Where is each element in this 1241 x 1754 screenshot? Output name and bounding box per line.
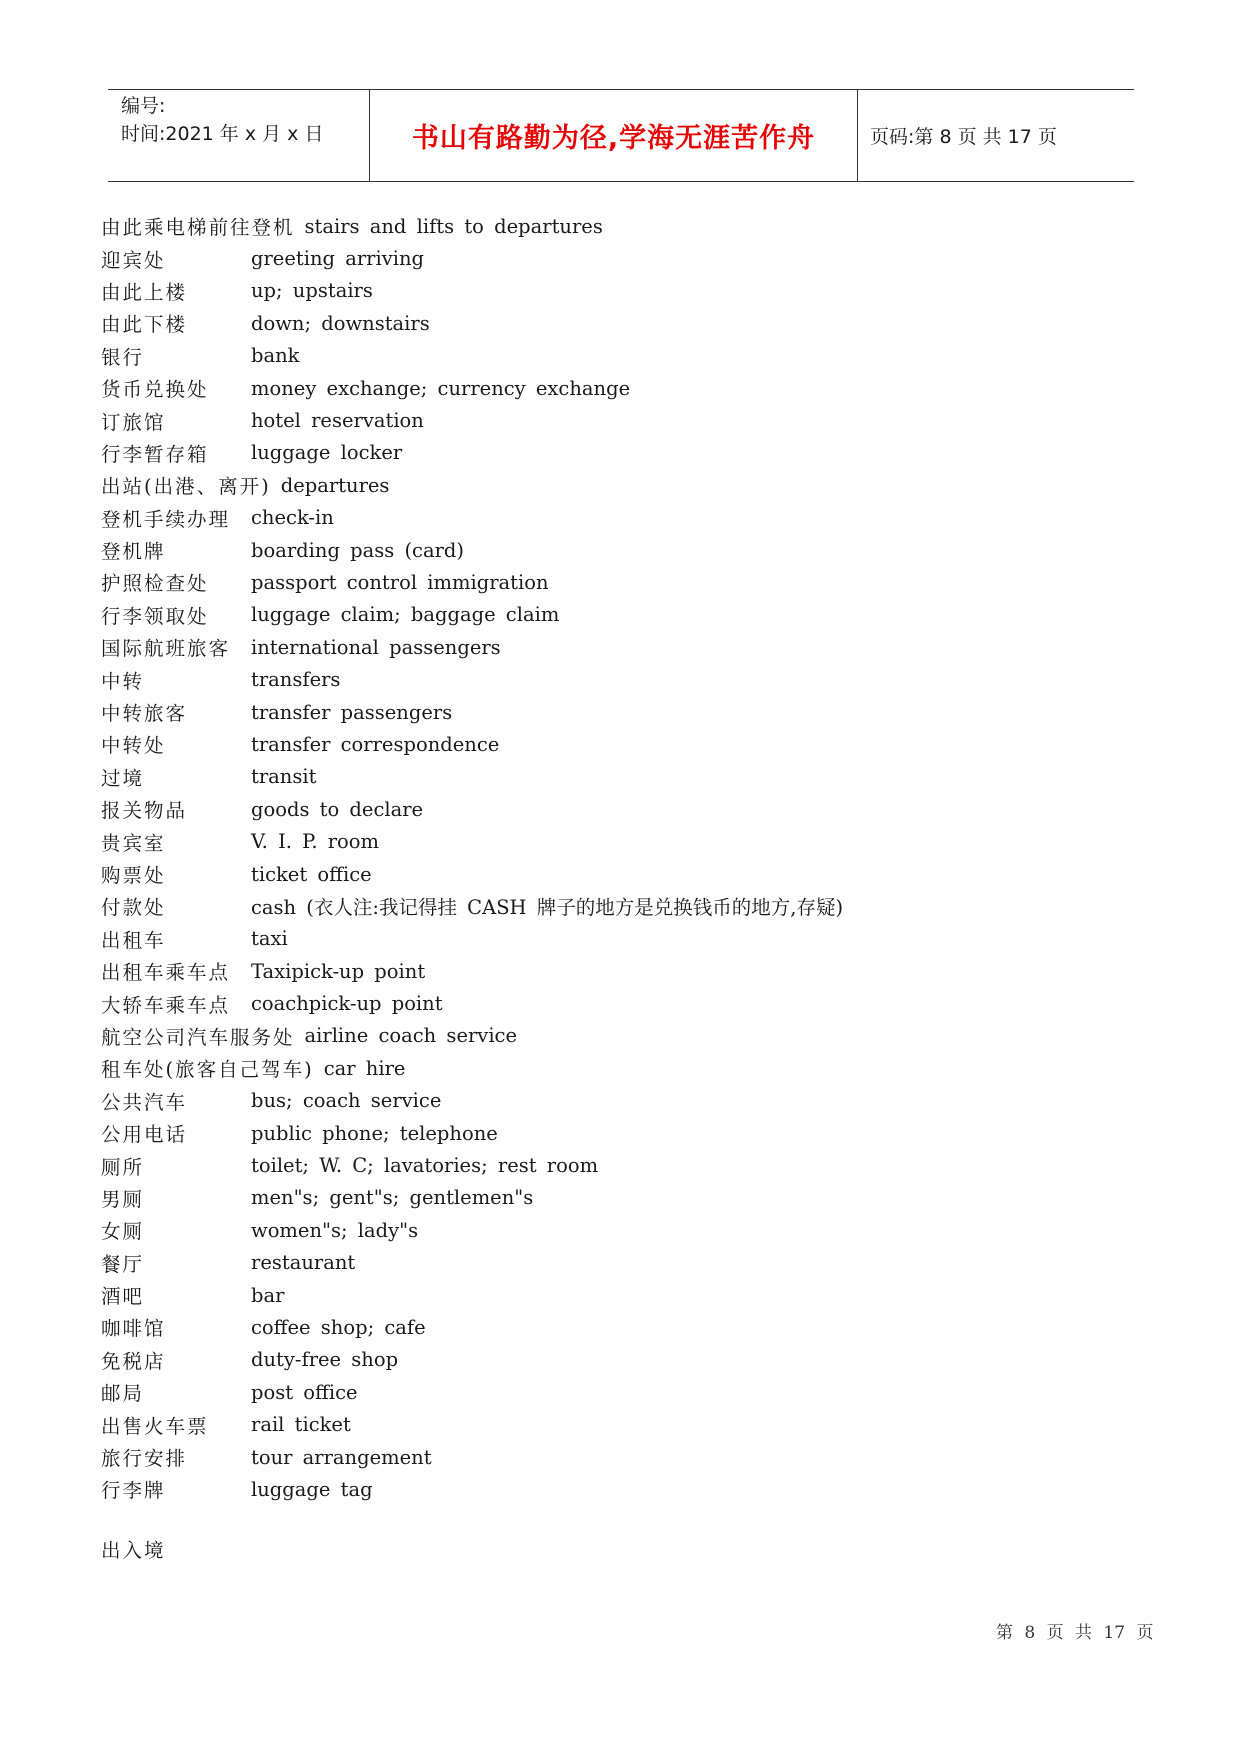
header-motto: 书山有路勤为径,学海无涯苦作舟 xyxy=(370,90,858,181)
term-chinese: 免税店 xyxy=(101,1349,166,1373)
term-english: departures xyxy=(280,473,390,497)
term-chinese: 旅行安排 xyxy=(101,1447,188,1471)
term-english: ticket office xyxy=(251,862,372,886)
term-english: boarding pass (card) xyxy=(251,538,465,562)
term-english: public phone; telephone xyxy=(251,1121,498,1145)
glossary-row xyxy=(101,1344,1141,1376)
term-english: international passengers xyxy=(251,635,501,659)
time-label: 时间:2021 年 x 月 x 日 xyxy=(121,123,324,145)
glossary-row xyxy=(101,340,1141,372)
term-chinese: 男厕 xyxy=(101,1187,145,1211)
header-meta xyxy=(108,90,370,181)
glossary-row xyxy=(101,599,1141,631)
term-english: down; downstairs xyxy=(251,311,430,335)
term-english: transit xyxy=(251,765,317,789)
glossary-row xyxy=(101,1117,1141,1149)
glossary-row xyxy=(101,566,1141,598)
term-english: bar xyxy=(251,1283,285,1307)
term-english: cash (衣人注:我记得挂 CASH 牌子的地方是兑换钱币的地方,存疑) xyxy=(251,896,844,920)
glossary-row xyxy=(101,1247,1141,1279)
term-english: hotel reservation xyxy=(251,409,424,433)
term-english: greeting arriving xyxy=(251,247,424,271)
term-english: toilet; W. C; lavatories; rest room xyxy=(251,1154,599,1178)
glossary-row xyxy=(101,210,1141,242)
glossary-row xyxy=(101,663,1141,695)
term-english: restaurant xyxy=(251,1251,356,1275)
glossary-row xyxy=(101,987,1141,1019)
term-english: coachpick-up point xyxy=(251,992,443,1016)
glossary-row xyxy=(101,1376,1141,1408)
term-english: rail ticket xyxy=(251,1413,351,1437)
glossary-row xyxy=(101,1408,1141,1440)
glossary-row xyxy=(101,631,1141,663)
term-chinese: 出站(出港、离开) xyxy=(101,475,271,499)
glossary-row xyxy=(101,858,1141,890)
page-footer: 第 8 页 共 17 页 xyxy=(996,1623,1154,1643)
glossary-row xyxy=(101,1182,1141,1214)
term-chinese: 登机手续办理 xyxy=(101,507,231,531)
term-chinese: 贵宾室 xyxy=(101,831,166,855)
glossary-row xyxy=(101,502,1141,534)
term-chinese: 中转旅客 xyxy=(101,702,188,726)
glossary-row xyxy=(101,1473,1141,1505)
term-chinese: 由此上楼 xyxy=(101,280,188,304)
glossary-row xyxy=(101,1441,1141,1473)
term-english: goods to declare xyxy=(251,797,424,821)
glossary-row xyxy=(101,1020,1141,1052)
term-chinese: 迎宾处 xyxy=(101,248,166,272)
term-english: transfers xyxy=(251,668,341,692)
glossary-row xyxy=(101,825,1141,857)
term-english: passport control immigration xyxy=(251,570,549,594)
glossary-row xyxy=(101,1052,1141,1084)
term-chinese: 行李牌 xyxy=(101,1479,166,1503)
term-english: taxi xyxy=(251,927,288,951)
term-english: luggage claim; baggage claim xyxy=(251,603,560,627)
term-chinese: 由此下楼 xyxy=(101,313,188,337)
glossary-row xyxy=(101,242,1141,274)
glossary-row xyxy=(101,275,1141,307)
term-chinese: 女厕 xyxy=(101,1220,145,1244)
term-chinese: 由此乘电梯前往登机 xyxy=(101,216,295,240)
term-chinese: 中转处 xyxy=(101,734,166,758)
term-chinese: 公共汽车 xyxy=(101,1090,188,1114)
term-chinese: 购票处 xyxy=(101,864,166,887)
term-english: check-in xyxy=(251,506,334,530)
term-english: airline coach service xyxy=(304,1024,518,1048)
page-header xyxy=(108,89,1134,182)
glossary-row xyxy=(101,923,1141,955)
number-label: 编号: xyxy=(121,95,166,117)
glossary-row xyxy=(101,728,1141,760)
glossary-row xyxy=(101,1311,1141,1343)
term-english: bus; coach service xyxy=(251,1089,442,1113)
term-english: luggage locker xyxy=(251,441,403,465)
glossary-row xyxy=(101,307,1141,339)
term-chinese: 大轿车乘车点 xyxy=(101,993,231,1017)
term-chinese: 登机牌 xyxy=(101,540,166,564)
term-chinese: 报关物品 xyxy=(101,799,188,823)
term-chinese: 邮局 xyxy=(101,1382,145,1406)
term-chinese: 出售火车票 xyxy=(101,1414,209,1438)
term-chinese: 餐厅 xyxy=(101,1252,145,1276)
term-english: transfer passengers xyxy=(251,700,453,724)
term-english: money exchange; currency exchange xyxy=(251,376,631,400)
term-chinese: 厕所 xyxy=(101,1155,145,1179)
header-page-code: 页码:第 8 页 共 17 页 xyxy=(870,126,1057,148)
term-english: up; upstairs xyxy=(251,279,373,303)
term-chinese: 公用电话 xyxy=(101,1123,188,1147)
glossary-row xyxy=(101,761,1141,793)
term-english: V. I. P. room xyxy=(251,830,380,854)
term-chinese: 航空公司汽车服务处 xyxy=(101,1025,295,1049)
term-chinese: 货币兑换处 xyxy=(101,378,209,402)
glossary-row xyxy=(101,696,1141,728)
glossary-row xyxy=(101,1149,1141,1181)
term-english: women"s; lady"s xyxy=(251,1218,419,1242)
term-english: men"s; gent"s; gentlemen"s xyxy=(251,1186,534,1210)
term-chinese: 过境 xyxy=(101,766,145,790)
glossary-row xyxy=(101,1214,1141,1246)
term-english: duty-free shop xyxy=(251,1348,399,1372)
glossary-row xyxy=(101,437,1141,469)
glossary-row xyxy=(101,469,1141,501)
term-chinese: 租车处(旅客自己驾车) xyxy=(101,1058,314,1082)
term-english: Taxipick-up point xyxy=(251,959,426,983)
term-chinese: 咖啡馆 xyxy=(101,1317,166,1341)
term-chinese: 行李领取处 xyxy=(101,604,209,628)
term-chinese: 国际航班旅客 xyxy=(101,637,231,661)
term-chinese: 出租车 xyxy=(101,928,166,952)
section-heading: 出入境 xyxy=(101,1539,166,1562)
term-english: stairs and lifts to departures xyxy=(304,214,603,238)
term-english: car hire xyxy=(323,1056,406,1080)
term-chinese: 出租车乘车点 xyxy=(101,961,231,985)
glossary-row xyxy=(101,1279,1141,1311)
glossary-row xyxy=(101,793,1141,825)
term-chinese: 行李暂存箱 xyxy=(101,442,209,466)
term-chinese: 中转 xyxy=(101,669,145,693)
glossary-row xyxy=(101,372,1141,404)
term-english: bank xyxy=(251,344,300,368)
term-chinese: 银行 xyxy=(101,345,145,369)
term-english: luggage tag xyxy=(251,1477,373,1501)
glossary-row xyxy=(101,404,1141,436)
term-chinese: 护照检查处 xyxy=(101,572,209,596)
glossary-row xyxy=(101,955,1141,987)
glossary-row xyxy=(101,890,1141,922)
term-english: post office xyxy=(251,1380,358,1404)
term-english: coffee shop; cafe xyxy=(251,1315,426,1339)
term-english: tour arrangement xyxy=(251,1445,432,1469)
term-chinese: 付款处 xyxy=(101,896,166,920)
glossary-row xyxy=(101,1085,1141,1117)
glossary-row xyxy=(101,534,1141,566)
term-chinese: 酒吧 xyxy=(101,1285,145,1309)
term-english: transfer correspondence xyxy=(251,732,500,756)
term-chinese: 订旅馆 xyxy=(101,410,166,434)
glossary-list xyxy=(101,210,1141,1506)
